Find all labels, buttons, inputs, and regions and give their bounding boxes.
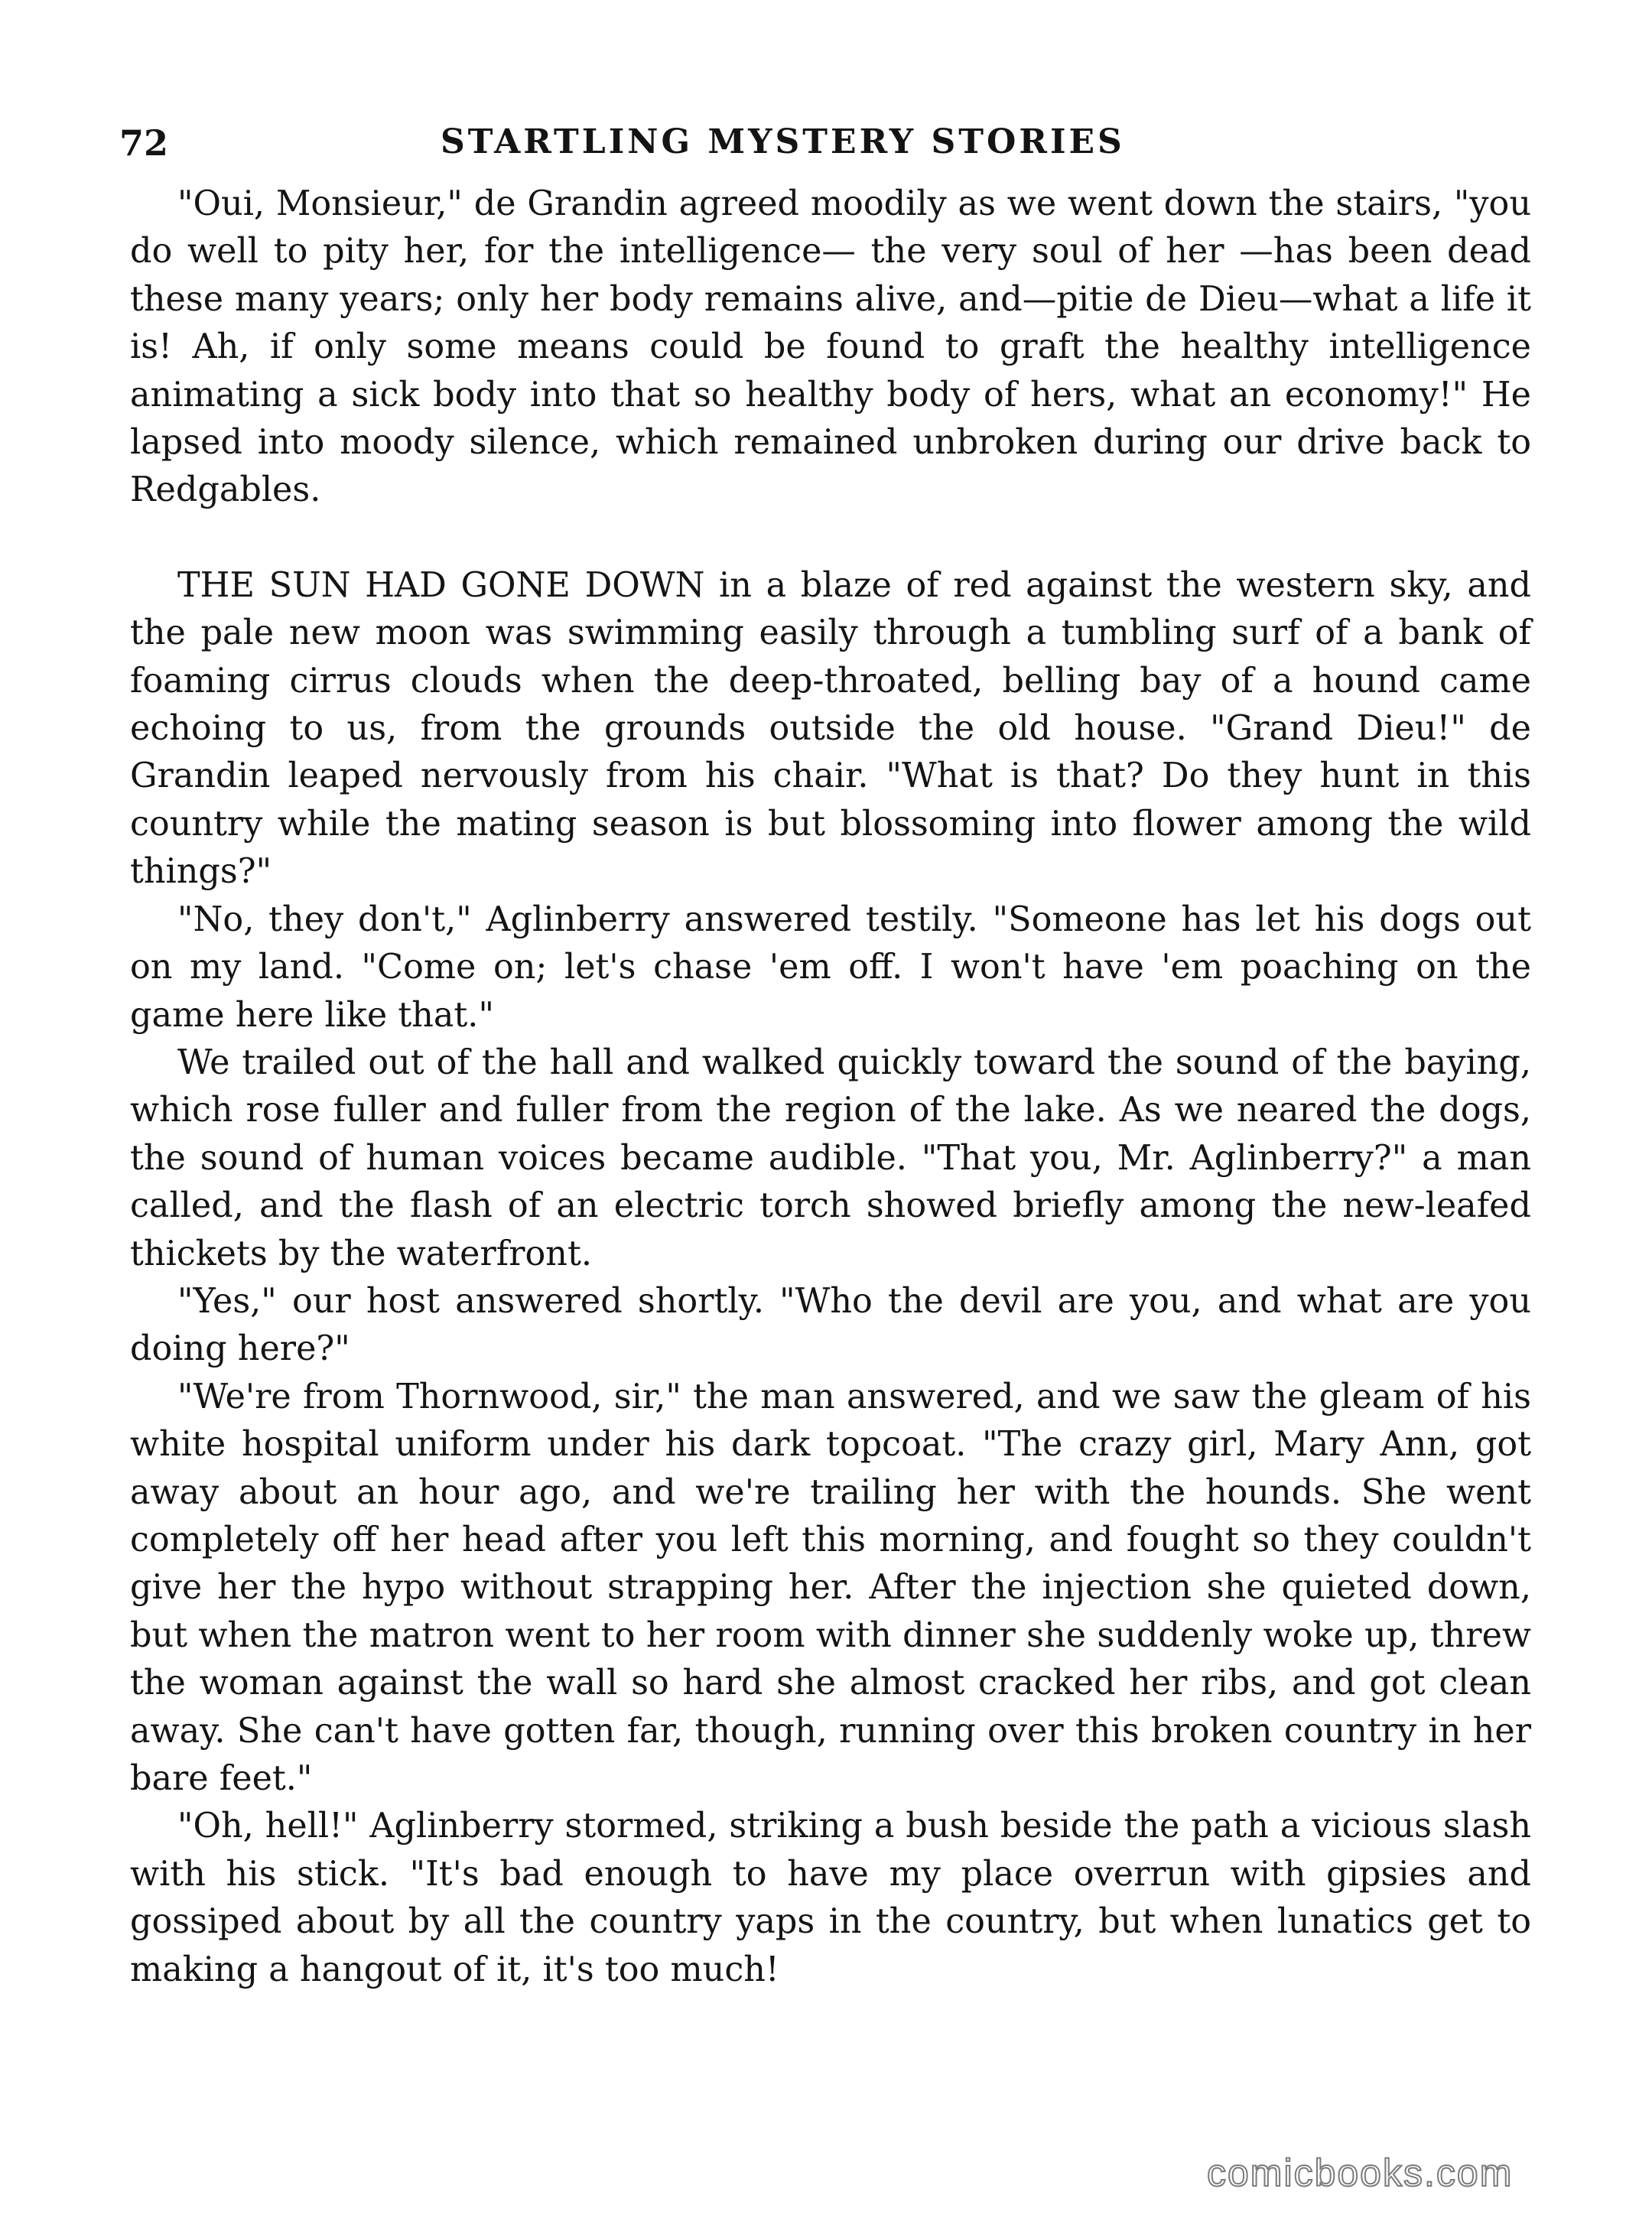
running-head — [119, 122, 1531, 180]
paragraph: "Oh, hell!" Aglinberry stormed, striking a bush beside the path a vicious slash with his stick. "It's bad enough to have my place overrun with gipsies and gossiped about by all the country yaps in the country, but when lunatics get to making a hangout of it, it's too much! — [130, 1807, 1531, 1989]
paragraph: We trailed out of the hall and walked quickly toward the sound of the baying, which rose fuller and fuller from the region of the lake. As we neared the dogs, the sound of human voices became audible. "That you, Mr. Aglinberry?" a man called, and the flash of an electric torch showed briefly among the new-leafed thickets by the waterfront. — [130, 1042, 1531, 1273]
paragraph: "No, they don't," Aglinberry answered testily. "Someone has let his dogs out on my land. "Come on; let's chase 'em off. I won't have 'em poaching on the game here like that." — [130, 899, 1531, 1035]
running-title: STARTLING MYSTERY STORIES — [441, 122, 1125, 161]
paragraph: THE SUN HAD GONE DOWN in a blaze of red against the western sky, and the pale new moon was swimming easily through a tumbling surf of a bank of foaming cirrus clouds when the deep-throated, belling bay of a hound came echoing to us, from the grounds outside the old house. "Grand Dieu!" de Grandin leaped nervously from his chair. "What is that? Do they hunt in this country while the mating season is but blossoming into flower among the wild things?" — [130, 565, 1531, 892]
site-watermark: comicbooks.com — [1207, 2151, 1514, 2194]
paragraph: "We're from Thornwood, sir," the man answered, and we saw the gleam of his white hospital uniform under his dark topcoat. "The crazy girl, Mary Ann, got away about an hour ago, and we're trailing her with the hounds. She went completely off her head after you left this morning, and fought so they couldn't give her the hypo without strapping her. After the injection she quieted down, but when the matron went to her room with dinner she suddenly woke up, threw the woman against the wall so hard she almost cracked her ribs, and got clean away. She can't have gotten far, though, running over this broken country in her bare feet." — [130, 1377, 1531, 1798]
book-page — [119, 122, 1531, 2111]
paragraph: "Yes," our host answered shortly. "Who the devil are you, and what are you doing here?" — [130, 1281, 1531, 1369]
page-number: 72 — [119, 122, 169, 164]
story-text — [130, 180, 1531, 1994]
paragraph: "Oui, Monsieur," de Grandin agreed moodily as we went down the stairs, "you do well to pity her, for the intelligence— the very soul of her —has been dead these many years; only her body remains alive, and—pitie de Dieu—what a life it is! Ah, if only some means could be found to graft the healthy intelligence animating a sick body into that so healthy body of hers, what an economy!" He lapsed into moody silence, which remained unbroken during our drive back to Redgables. — [130, 184, 1531, 510]
